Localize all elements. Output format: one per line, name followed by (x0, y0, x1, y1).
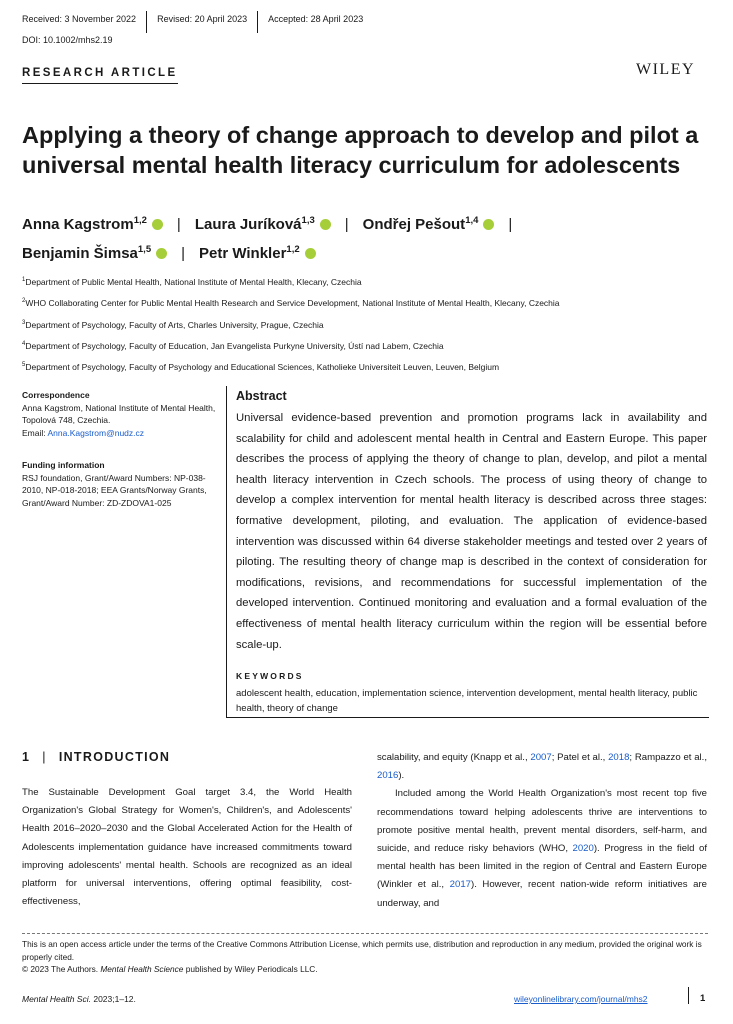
orcid-icon[interactable] (156, 248, 167, 259)
abstract-heading: Abstract (236, 389, 287, 403)
author-list (22, 208, 712, 266)
correspondence-heading: Correspondence (22, 390, 90, 400)
footer-divider (688, 987, 689, 1004)
author: Benjamin Šimsa$^{1,5}$ (22, 245, 167, 262)
footnote-divider (22, 933, 708, 934)
keywords-heading: KEYWORDS (236, 671, 304, 681)
author: Anna Kagstrom$^{1,2}$ (22, 216, 163, 233)
copyright-text: © 2023 The Authors. Mental Health Science published by Wiley Periodicals LLC. (22, 964, 318, 974)
correspondence-block (22, 389, 222, 439)
keywords-text: adolescent health, education, implementation science, intervention development, mental health literacy, public health, theory of change (236, 688, 698, 714)
affiliation-list (22, 271, 712, 378)
sidebar (22, 389, 222, 529)
citation-link[interactable]: 2017 (449, 879, 471, 891)
affiliation: $^1$Department of Public Mental Health, National Institute of Mental Health, Klecany, Czechia (22, 276, 362, 287)
orcid-icon[interactable] (483, 219, 494, 230)
citation-link[interactable]: 2018 (608, 752, 630, 763)
paragraph: The Sustainable Development Goal target 3.4, the World Health Organization's Global Strategy for Women's, Children's, and Adolescents' Health 2016–2020–2030 and the Global Accelerated Action for the Health of Adolescents implementation guidance have increased commitments toward improving adolescents' mental health. Schools are recognized as an ideal platform for universal interventions, offering optimal feasibility, cost-effectiveness, (22, 787, 352, 908)
author-separator: | (176, 216, 181, 233)
doi: DOI: 10.1002/mhs2.19 (22, 35, 113, 45)
paragraph: Included among the World Health Organization's most recent top five recommendations toward helping adolescents thrive are interventions to promote positive mental health, prevent mental disorders, self-harm, and suicide, and reduce risky behaviors (WHO, 2020). Progress in the field of mental health has been limited in the region of Central and Eastern Europe (Winkler et al., 2017). However, recent nation-wide reform initiatives are underway, and (377, 788, 708, 909)
body-column-right (377, 749, 707, 913)
paragraph: scalability, and equity (Knapp et al., 2007; Patel et al., 2018; Rampazzo et al., 2016). (377, 752, 707, 782)
orcid-icon[interactable] (320, 219, 331, 230)
citation-link[interactable]: 2007 (530, 752, 552, 763)
article-dates (22, 11, 373, 33)
correspondence-email-line: Email: Anna.Kagstrom@nudz.cz (22, 427, 145, 438)
author: Ondřej Pešout$^{1,4}$ (363, 216, 495, 233)
affiliation: $^5$Department of Psychology, Faculty of Psychology and Educational Sciences, Katholieke Universiteit Leuven, Leuven, Belgium (22, 362, 500, 373)
page-number: 1 (700, 993, 706, 1004)
revised-date: Revised: 20 April 2023 (146, 11, 257, 33)
author: Petr Winkler$^{1,2}$ (199, 245, 316, 262)
received-date: Received: 3 November 2022 (22, 14, 137, 24)
citation-link[interactable]: 2016 (377, 770, 399, 782)
affiliation: $^2$WHO Collaborating Center for Public Mental Health Research and Service Development, National Institute of Mental Health, Klecany, Czechia (22, 298, 560, 309)
author-separator: | (508, 216, 513, 233)
affiliation: $^3$Department of Psychology, Faculty of Arts, Charles University, Prague, Czechia (22, 319, 324, 330)
author-separator: | (344, 216, 349, 233)
funding-block (22, 459, 222, 509)
footer-citation: Mental Health Sci. 2023;1–12. (22, 994, 136, 1004)
author: Laura Juríková$^{1,3}$ (195, 216, 331, 233)
section-heading: 1 | INTRODUCTION (22, 750, 171, 764)
journal-url-link[interactable]: wileyonlinelibrary.com/journal/mhs2 (514, 994, 648, 1004)
author-separator: | (181, 245, 186, 262)
funding-heading: Funding information (22, 460, 105, 470)
abstract-text: Universal evidence-based prevention and promotion programs lack in availability and scalability for child and adolescent mental health in Central and Eastern Europe. This paper describes the process of applying the theory of change to plan, develop, and pilot a mental health literacy intervention in Czech schools. The process of using theory of change to develop a complex intervention for mental health literacy is described across three stages: formative development, piloting, and evaluation. The application of evidence-based intervention was discussed within 64 diverse stakeholder meetings and tested over 2 years of piloting. The resulting theory of change map is described in the context of consideration for modifications, revisions, and recommendations for successful implementation of the developed intervention. Continued monitoring and evaluation and a formal evaluation of the effectiveness of mental health literacy curriculum within the region will be essential before scale-up. (236, 412, 707, 651)
publisher-logo: WILEY (636, 61, 696, 78)
affiliation: $^4$Department of Psychology, Faculty of Education, Jan Evangelista Purkyne University, Ústí nad Labem, Czechia (22, 340, 444, 351)
license-note (22, 938, 708, 976)
license-text: This is an open access article under the terms of the Creative Commons Attribution License, which permits use, distribution and reproduction in any medium, provided the original work is properly cited. (22, 939, 702, 962)
funding-text: RSJ foundation, Grant/Award Numbers: NP-038-2010, NP-018-2018; EEA Grants/Norway Grants, Grant/Award Number: ZD-ZDOVA1-025 (22, 472, 207, 508)
citation-link[interactable]: 2020 (572, 843, 594, 855)
article-title: Applying a theory of change approach to develop and pilot a universal mental health literacy curriculum for adolescents (22, 122, 699, 178)
article-type: RESEARCH ARTICLE (22, 67, 178, 84)
body-column-left (22, 784, 352, 911)
correspondence-text: Anna Kagstrom, National Institute of Mental Health, Topolová 748, Czechia. (22, 402, 216, 425)
email-link[interactable]: Anna.Kagstrom@nudz.cz (47, 427, 145, 438)
orcid-icon[interactable] (305, 248, 316, 259)
orcid-icon[interactable] (152, 219, 163, 230)
accepted-date: Accepted: 28 April 2023 (257, 11, 373, 33)
